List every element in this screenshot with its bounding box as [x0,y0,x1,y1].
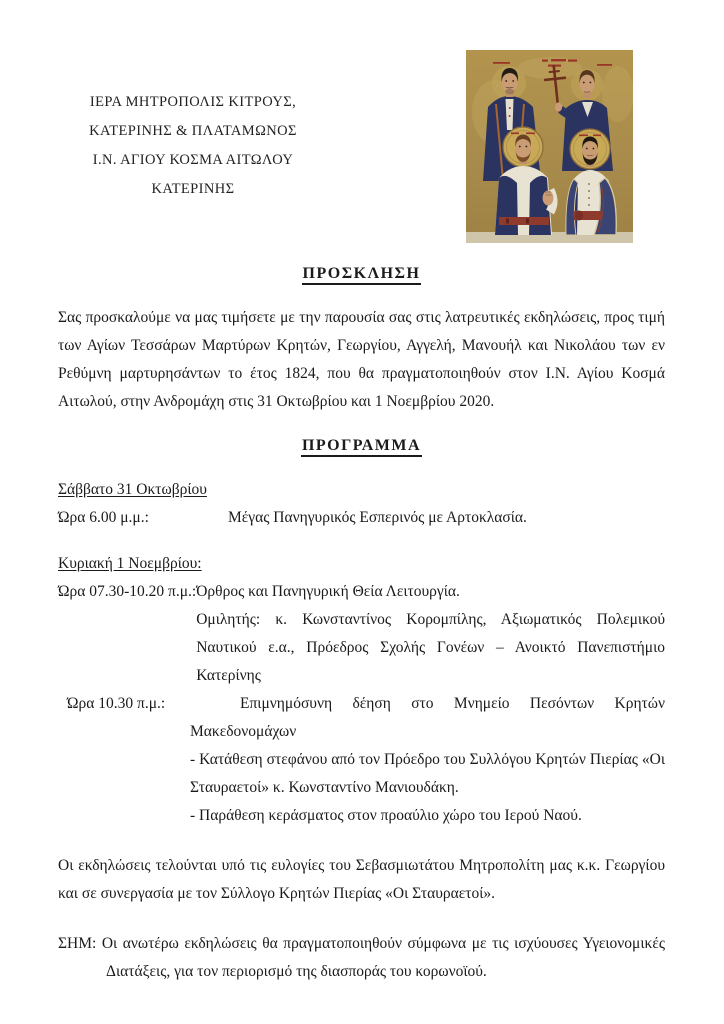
program-section-sunday [58,550,665,830]
program-title [58,432,665,460]
letterhead-line-4: ΚΑΤΕΡΙΝΗΣ [151,181,235,197]
letterhead-line-3: Ι.Ν. ΑΓΙΟΥ ΚΟΣΜΑ ΑΙΤΩΛΟΥ [92,152,294,168]
invitation-title-text: ΠΡΟΣΚΛΗΣΗ [302,265,422,285]
invitation-body: Σας προσκαλούμε να μας τιμήσετε με την παρουσία σας στις λατρευτικές εκδηλώσεις, προς τιμή των Αγίων Τεσσάρων Μαρτύρων Κρητών, Γεωργίου, Αγγελή, Μανουήλ και Νικολάου των εν Ρεθύμνη μαρτυρησάντων το έτος 1824, που θα πραγματοποιηθούν στον Ι.Ν. Αγίου Κοσμά Αιτωλού, στην Ανδρομάχη στις 31 Οκτωβρίου και 1 Νοεμβρίου 2020. [58,309,665,410]
program-line: - Κατάθεση στεφάνου από τον Πρόεδρο του Συλλόγου Κρητών Πιερίας «Οι Σταυραετοί» κ. Κωνσταντίνο Μανιουδάκη. [190,751,665,796]
program-time-label: Ώρα 10.30 π.μ.: [67,695,166,712]
program-row [58,578,665,690]
invitation-title [58,260,665,288]
letterhead-line-2: ΚΑΤΕΡΙΝΗΣ & ΠΛΑΤΑΜΩΝΟΣ [89,123,297,139]
program-description [228,504,665,532]
program-description [190,690,665,830]
four-martyrs-icon [466,50,633,243]
program-row [58,504,665,532]
program-line: Επιμνημόσυνη δέηση στο Μνημείο Πεσόντων Κρητών Μακεδονομάχων [190,695,665,740]
note-paragraph: ΣΗΜ: Οι ανωτέρω εκδηλώσεις θα πραγματοποιηθούν σύμφωνα με τις ισχύουσες Υγειονομικές Διατάξεις, για τον περιορισμό της διασποράς του κορωνοϊού. [58,935,665,980]
document-body [58,252,665,986]
letterhead-line-1: ΙΕΡΑ ΜΗΤΡΟΠΟΛΙΣ ΚΙΤΡΟΥΣ, [89,94,297,110]
program-line: Μέγας Πανηγυρικός Εσπερινός με Αρτοκλασία. [228,509,527,526]
program-day-heading-sunday: Κυριακή 1 Νοεμβρίου: [58,555,202,572]
program-time-label: Ώρα 07.30-10.20 π.μ.: [58,583,197,600]
closing-paragraph: Οι εκδηλώσεις τελούνται υπό τις ευλογίες του Σεβασμιωτάτου Μητροπολίτη μας κ.κ. Γεωργίου και σε συνεργασία με τον Σύλλογο Κρητών Πιερίας «Οι Σταυραετοί». [58,857,665,902]
program-time-label: Ώρα 6.00 μ.μ.: [58,509,149,526]
program-row [58,690,665,830]
program-section-saturday [58,476,665,532]
program-line: Ομιλητής: κ. Κωνσταντίνος Κορομπίλης, Αξιωματικός Πολεμικού Ναυτικού ε.α., Πρόεδρος Σχολής Γονέων – Ανοικτό Πανεπιστήμιο Κατερίνης [196,611,665,684]
program-day-heading-saturday: Σάββατο 31 Οκτωβρίου [58,481,207,498]
program-title-text: ΠΡΟΓΡΑΜΜΑ [301,437,422,457]
four-martyrs-icon-art [466,50,633,243]
program-line: Όρθρος και Πανηγυρική Θεία Λειτουργία. [196,583,460,600]
letterhead [58,88,328,204]
program-description [196,578,665,690]
program-line: - Παράθεση κεράσματος στον προαύλιο χώρο του Ιερού Ναού. [190,807,582,824]
